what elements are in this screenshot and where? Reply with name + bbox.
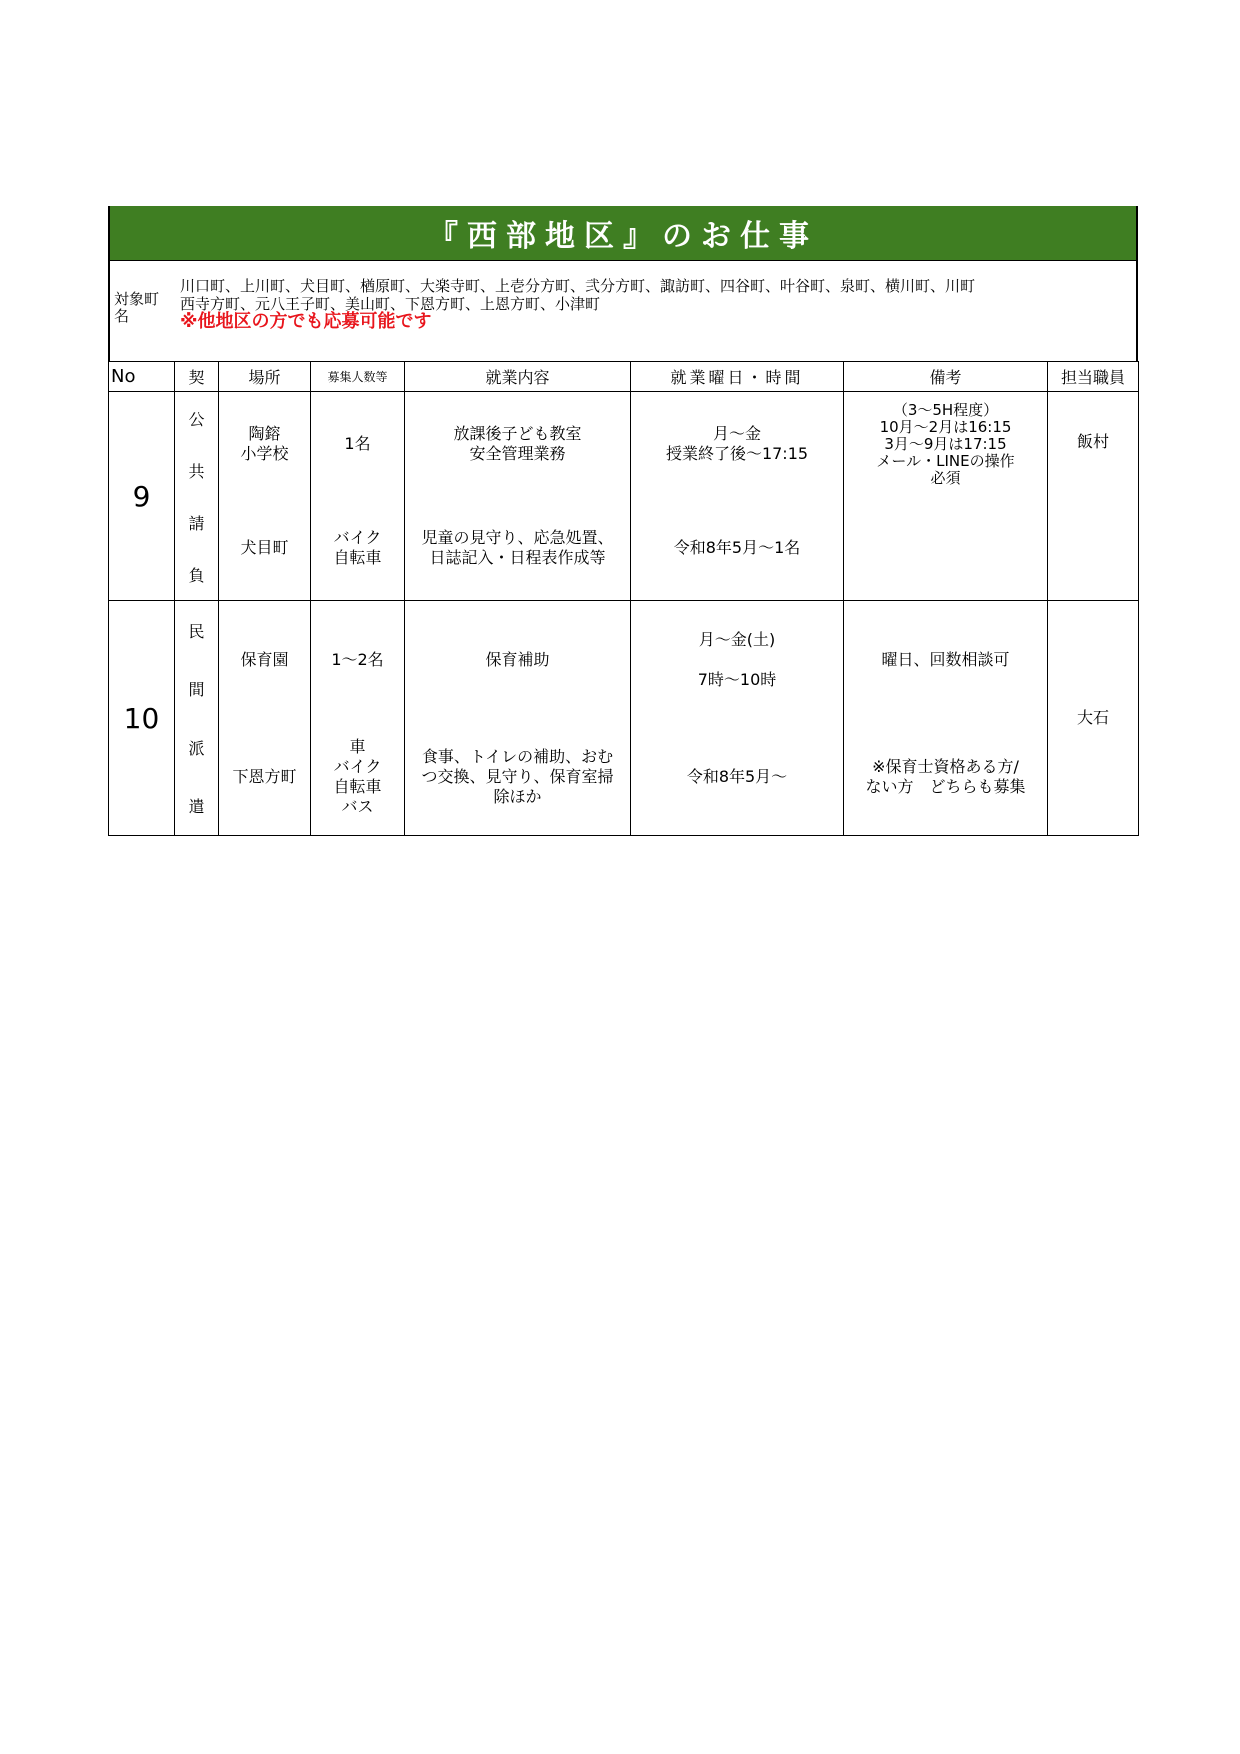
- header-schedule: 就業曜日・時間: [631, 362, 844, 392]
- header-place: 場所: [219, 362, 311, 392]
- job-sheet: [108, 206, 1138, 836]
- job-table: [108, 361, 1139, 836]
- work-cell: [405, 601, 631, 836]
- table-row: [109, 392, 1139, 601]
- target-area-label: 対象町名: [114, 290, 160, 325]
- town-list-line-1: 川口町、上川町、犬目町、楢原町、大楽寺町、上壱分方町、弐分方町、諏訪町、四谷町、叶谷町、泉町、横川町、川町: [180, 277, 976, 295]
- schedule-start: 令和8年5月～: [686, 766, 788, 786]
- remarks-bottom: ※保育士資格ある方/ ない方 どちらも募集: [865, 756, 1026, 796]
- schedule-cell: [631, 392, 844, 601]
- remarks-top: （3～5H程度） 10月～2月は16:15 3月～9月は17:15 メール・LINEの操作 必須: [876, 400, 1015, 487]
- header-work: 就業内容: [405, 362, 631, 392]
- header-remarks: 備考: [844, 362, 1048, 392]
- contract-char: 民: [188, 621, 205, 641]
- schedule-cell: [631, 601, 844, 836]
- contract-char: 共: [188, 461, 205, 481]
- remarks-bottom: [844, 496, 1047, 600]
- header-recruit: 募集人数等: [311, 362, 405, 392]
- place-name: 陶鎔 小学校: [240, 424, 289, 463]
- contract-type: [175, 392, 219, 601]
- contract-char: 間: [188, 680, 205, 700]
- place-cell: [219, 392, 311, 601]
- contract-char: 公: [188, 409, 205, 429]
- remarks-top: 曜日、回数相談可: [881, 649, 1010, 669]
- header-no: No: [109, 362, 175, 392]
- table-header-row: [109, 362, 1139, 392]
- contract-type: [175, 601, 219, 836]
- target-area-box: [108, 260, 1138, 361]
- page-title: 『西部地区』のお仕事: [108, 206, 1138, 260]
- contract-char: 請: [188, 513, 205, 533]
- remarks-cell: [844, 392, 1048, 601]
- contract-char: 遣: [188, 797, 205, 817]
- schedule-start: 令和8年5月～1名: [673, 538, 801, 557]
- header-staff: 担当職員: [1048, 362, 1139, 392]
- work-detail: 食事、トイレの補助、おむ つ交換、見守り、保育室掃 除ほか: [421, 746, 614, 806]
- recruit-count: 1名: [344, 434, 371, 453]
- contract-char: 負: [188, 565, 205, 585]
- work-detail: 児童の見守り、応急処置、 日誌記入・日程表作成等: [421, 528, 614, 567]
- place-town: 犬目町: [240, 538, 289, 557]
- place-name: 保育園: [240, 649, 289, 669]
- remarks-cell: [844, 601, 1048, 836]
- job-number: 9: [109, 392, 175, 601]
- recruit-cell: [311, 392, 405, 601]
- target-area-text: [180, 277, 975, 331]
- work-title: 放課後子ども教室 安全管理業務: [453, 424, 582, 463]
- job-number: 10: [109, 601, 175, 836]
- commute-means: 車 バイク 自転車 バス: [333, 736, 382, 816]
- recruit-cell: [311, 601, 405, 836]
- work-title: 保育補助: [485, 649, 550, 669]
- staff-name: 飯村: [1048, 392, 1139, 601]
- schedule-hours: 月～金 授業終了後～17:15: [665, 424, 809, 463]
- other-area-note: ※他地区の方でも応募可能です: [180, 311, 432, 332]
- place-town: 下恩方町: [232, 766, 297, 786]
- town-list-line-2: 西寺方町、元八王子町、美山町、下恩方町、上恩方町、小津町: [180, 295, 601, 313]
- place-cell: [219, 601, 311, 836]
- contract-char: 派: [188, 738, 205, 758]
- work-cell: [405, 392, 631, 601]
- schedule-hours: 月～金(土) 7時～10時: [697, 629, 777, 689]
- staff-name: 大石: [1048, 601, 1139, 836]
- recruit-count: 1～2名: [331, 649, 384, 669]
- header-contract: 契: [175, 362, 219, 392]
- table-row: [109, 601, 1139, 836]
- commute-means: バイク 自転車: [333, 528, 382, 567]
